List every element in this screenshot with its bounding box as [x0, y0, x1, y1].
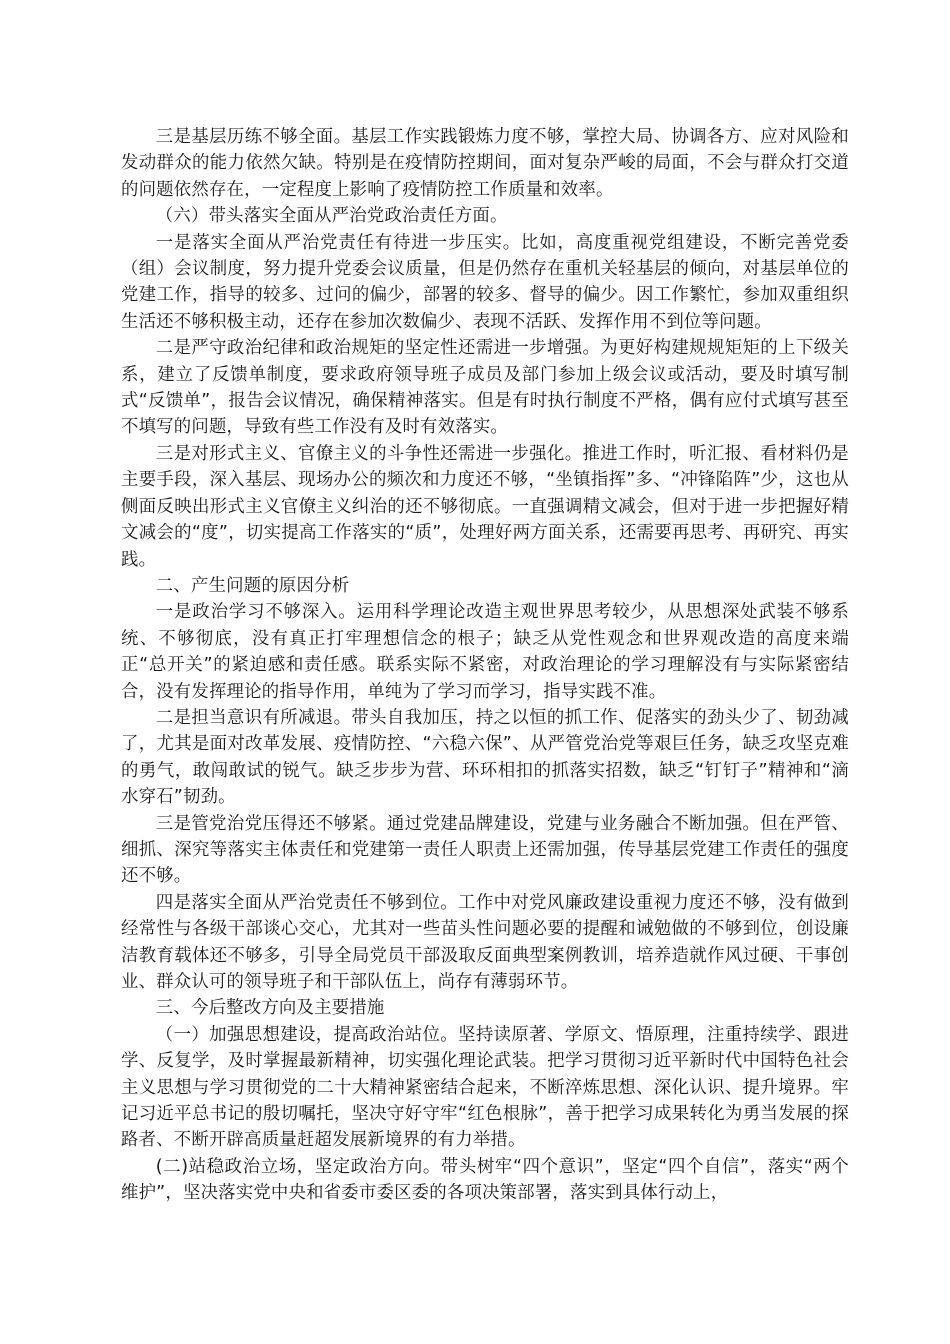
section-heading-measures: 三、今后整改方向及主要措施: [155, 998, 385, 1019]
paragraph-discipline: 二是严守政治纪律和政治规矩的坚定性还需进一步增强。为更好构建规规矩矩的上下级关系，建立了反馈单制度，要求政府领导班子成员及部门参加上级会议或活动，要及时填写制式“反馈单”，报告会议情况，确保精神落实。但是有时执行制度不严格，偶有应付式填写甚至不填写的问题，导致有些工作没有及时有效落实。: [121, 338, 849, 438]
section-heading-causes: 二、产生问题的原因分析: [155, 575, 350, 596]
paragraph-measure-2: (二)站稳政治立场，坚定政治方向。带头树牢“四个意识”，坚定“四个自信”，落实“两个维护”，坚决落实党中央和省委市委区委的各项决策部署，落实到具体行动上，: [121, 1156, 849, 1204]
document-body: [121, 124, 849, 1207]
paragraph-measure-1: （一）加强思想建设，提高政治站位。坚持读原著、学原文、悟原理，注重持续学、跟进学、反复学，及时掌握最新精神，切实强化理论武装。把学习贯彻习近平新时代中国特色社会主义思想与学习贯彻党的二十大精神紧密结合起来，不断淬炼思想、深化认识、提升境界。牢记习近平总书记的殷切嘱托，坚决守好守牢“红色根脉”，善于把学习成果转化为勇当发展的探路者、不断开辟高质量赶超发展新境界的有力举措。: [121, 1024, 849, 1151]
section-heading-6: （六）带头落实全面从严治党政治责任方面。: [155, 206, 508, 227]
paragraph-cause-study: 一是政治学习不够深入。运用科学理论改造主观世界思考较少，从思想深处武装不够系统、不够彻底，没有真正打牢理想信念的根子；缺乏从党性观念和世界观改造的高度来端正“总开关”的紧迫感和责任感。联系实际不紧密，对政治理论的学习理解没有与实际紧密结合，没有发挥理论的指导作用，单纯为了学习而学习，指导实践不准。: [121, 602, 849, 702]
paragraph-cause-strict-governance: 四是落实全面从严治党责任不够到位。工作中对党风廉政建设重视力度还不够，没有做到经常性与各级干部谈心交心，尤其对一些苗头性问题必要的提醒和诫勉做的不够到位，创设廉洁教育载体还不够多，引导全局党员干部汲取反面典型案例教训，培养造就作风过硬、干事创业、群众认可的领导班子和干部队伍上，尚存有薄弱环节。: [121, 892, 849, 992]
paragraph-cause-commitment: 二是担当意识有所减退。带头自我加压，持之以恒的抓工作、促落实的劲头少了、韧劲减了，尤其是面对改革发展、疫情防控、“六稳六保”、从严管党治党等艰巨任务，缺乏攻坚克难的勇气，敢闯敢试的锐气。缺乏步步为营、环环相扣的抓落实招数，缺乏“钉钉子”精神和“滴水穿石”韧劲。: [121, 707, 849, 808]
paragraph-cause-party-management: 三是管党治党压得还不够紧。通过党建品牌建设，党建与业务融合不断加强。但在严管、细抓、深究等落实主体责任和党建第一责任人职责上还需加强，传导基层党建工作责任的强度还不够。: [121, 813, 849, 887]
paragraph-formalism: 三是对形式主义、官僚主义的斗争性还需进一步强化。推进工作时，听汇报、看材料仍是主要手段，深入基层、现场办公的频次和力度还不够，“坐镇指挥”多、“冲锋陷阵”少，这也从侧面反映出形式主义官僚主义纠治的还不够彻底。一直强调精文减会，但对于进一步把握好精文减会的“度”，切实提高工作落实的“质”，处理好两方面关系，还需要再思考、再研究、再实践。: [121, 443, 849, 570]
paragraph-grassroots-experience: 三是基层历练不够全面。基层工作实践锻炼力度不够，掌控大局、协调各方、应对风险和发动群众的能力依然欠缺。特别是在疫情防控期间，面对复杂严峻的局面，不会与群众打交道的问题依然存在，一定程度上影响了疫情防控工作质量和效率。: [121, 127, 849, 200]
paragraph-responsibility: 一是落实全面从严治党责任有待进一步压实。比如，高度重视党组建设，不断完善党委（组）会议制度，努力提升党委会议质量，但是仍然存在重机关轻基层的倾向，对基层单位的党建工作，指导的较多、过问的偏少，部署的较多、督导的偏少。因工作繁忙，参加双重组织生活还不够积极主动，还存在参加次数偏少、表现不活跃、发挥作用不到位等问题。: [121, 232, 849, 332]
